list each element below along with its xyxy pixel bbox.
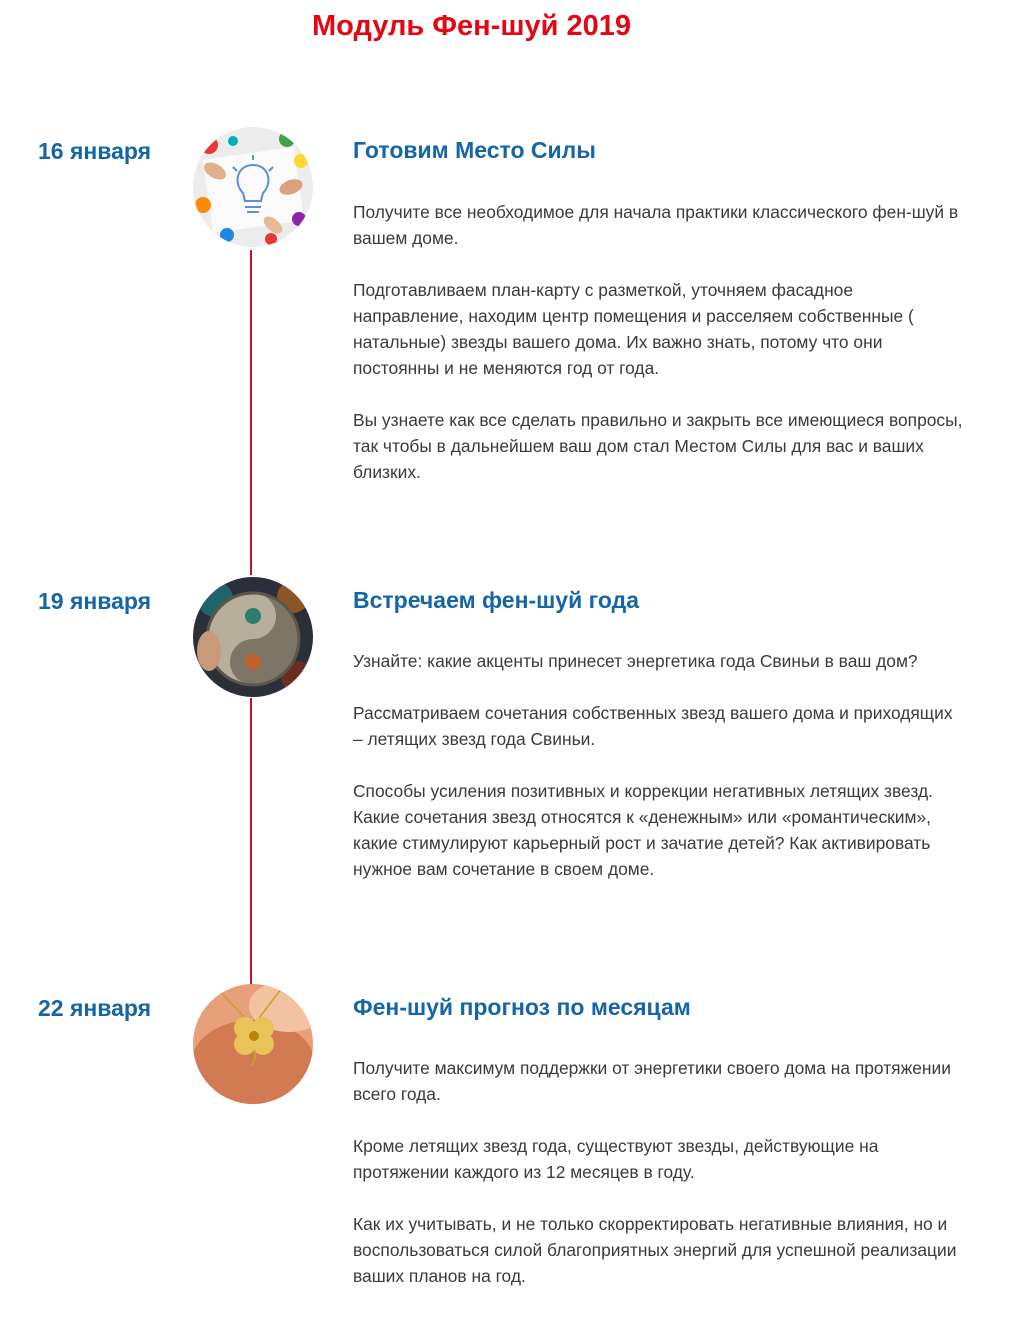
timeline-connector-2 <box>250 698 252 985</box>
event-date: 19 января <box>38 588 152 614</box>
event-paragraph: Узнайте: какие акценты принесет энергетика года Свиньи в ваш дом? <box>353 651 918 671</box>
event-paragraph: Как их учитывать, и не только скорректировать негативные влияния, но и воспользоваться силой благоприятных энергий для успешной реализации ваших планов на год. <box>353 1214 957 1286</box>
timeline-connector-1 <box>250 250 252 575</box>
workshop-lightbulb-drawing-image <box>193 127 313 247</box>
event-title: Готовим Место Силы <box>353 137 596 163</box>
event-paragraph: Получите все необходимое для начала практики классического фен-шуй в вашем доме. <box>353 202 959 248</box>
event-paragraph: Рассматриваем сочетания собственных звезд вашего дома и приходящих – летящих звезд года Свиньи. <box>353 703 953 749</box>
event-date: 16 января <box>38 138 152 164</box>
event-title: Встречаем фен-шуй года <box>353 587 640 613</box>
yin-yang-amulet-image <box>193 577 313 697</box>
event-date: 22 января <box>38 995 152 1021</box>
event-description <box>353 1055 963 1315</box>
four-leaf-clover-pendant-image <box>193 984 313 1104</box>
event-paragraph: Подготавливаем план-карту с разметкой, уточняем фасадное направление, находим центр помещения и расселяем собственные ( натальные) звезды вашего дома. Их важно знать, потому что они постоянны и не меняются год от года. <box>353 280 914 378</box>
event-title: Фен-шуй прогноз по месяцам <box>353 994 691 1020</box>
event-description <box>353 199 963 511</box>
event-paragraph: Кроме летящих звезд года, существуют звезды, действующие на протяжении каждого из 12 месяцев в году. <box>353 1136 879 1182</box>
page-title: Модуль Фен-шуй 2019 <box>312 10 632 42</box>
event-description <box>353 648 963 908</box>
event-paragraph: Получите максимум поддержки от энергетики своего дома на протяжении всего года. <box>353 1058 951 1104</box>
event-paragraph: Вы узнаете как все сделать правильно и закрыть все имеющиеся вопросы, так чтобы в дальнейшем ваш дом стал Местом Силы для вас и ваших близких. <box>353 410 963 482</box>
event-paragraph: Способы усиления позитивных и коррекции негативных летящих звезд. Какие сочетания звезд относятся к «денежным» или «романтическим», какие стимулируют карьерный рост и зачатие детей? Как активировать нужное вам сочетание в своем доме. <box>353 781 933 879</box>
